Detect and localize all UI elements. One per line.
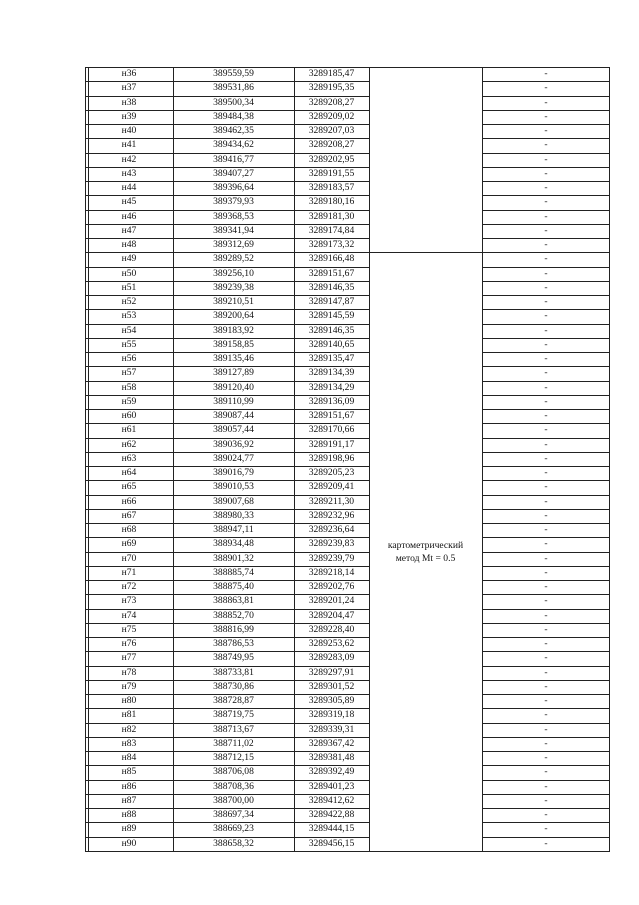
- y-coordinate: 3289204,47: [308, 609, 355, 621]
- point-name: н42: [121, 153, 137, 165]
- y-coordinate: 3289218,14: [308, 566, 355, 578]
- accuracy-value: -: [544, 481, 548, 493]
- accuracy-value: -: [544, 296, 548, 307]
- accuracy-value: -: [544, 224, 548, 236]
- y-coordinate: 3289253,62: [308, 638, 355, 649]
- y-coordinate: 3289180,16: [308, 196, 355, 208]
- point-name: н37: [121, 82, 137, 94]
- x-coordinate: 389434,62: [213, 139, 254, 151]
- table-row: [85, 181, 610, 195]
- point-name: н78: [121, 666, 137, 678]
- x-coordinate: 389256,10: [213, 267, 254, 279]
- accuracy-value: -: [544, 267, 548, 279]
- y-coordinate: 3289319,18: [308, 709, 355, 721]
- x-coordinate: 389135,46: [213, 353, 254, 364]
- accuracy-value: -: [544, 752, 548, 763]
- x-coordinate: 388669,23: [213, 823, 254, 835]
- x-coordinate: 388712,15: [213, 752, 254, 763]
- y-coordinate: 3289151,67: [308, 267, 355, 279]
- point-name: н63: [121, 452, 137, 464]
- accuracy-value: -: [544, 695, 548, 706]
- accuracy-value: -: [544, 524, 548, 535]
- x-coordinate: 389024,77: [213, 452, 254, 464]
- accuracy-value: -: [544, 509, 548, 521]
- y-coordinate: 3289412,62: [308, 794, 355, 806]
- method-accuracy: метод Mt = 0.5: [395, 552, 456, 564]
- y-coordinate: 3289283,09: [308, 652, 355, 664]
- x-coordinate: 388816,99: [213, 623, 254, 635]
- x-coordinate: 388934,48: [213, 538, 254, 550]
- y-coordinate: 3289207,03: [308, 125, 355, 136]
- point-name: н89: [121, 823, 137, 835]
- accuracy-value: -: [544, 809, 548, 820]
- x-coordinate: 388875,40: [213, 581, 254, 592]
- y-coordinate: 3289444,15: [308, 823, 355, 835]
- y-coordinate: 3289208,27: [308, 96, 355, 108]
- point-name: н40: [121, 125, 137, 136]
- y-coordinate: 3289146,35: [308, 324, 355, 336]
- y-coordinate: 3289173,32: [308, 239, 355, 250]
- accuracy-value: -: [544, 552, 548, 564]
- x-coordinate: 388947,11: [213, 524, 254, 535]
- point-name: н49: [121, 253, 137, 265]
- y-coordinate: 3289134,29: [308, 381, 355, 393]
- y-coordinate: 3289170,66: [308, 424, 355, 436]
- point-name: н66: [121, 495, 137, 507]
- point-name: н61: [121, 424, 137, 436]
- y-coordinate: 3289209,02: [308, 110, 355, 122]
- point-name: н62: [121, 438, 137, 450]
- table-row: [85, 153, 610, 167]
- accuracy-value: -: [544, 210, 548, 222]
- y-coordinate: 3289181,30: [308, 210, 355, 222]
- accuracy-value: -: [544, 253, 548, 265]
- table-row: [85, 438, 610, 452]
- x-coordinate: 388749,95: [213, 652, 254, 664]
- table-row: [85, 566, 610, 580]
- x-coordinate: 389379,93: [213, 196, 254, 208]
- accuracy-value: -: [544, 723, 548, 735]
- y-coordinate: 3289381,48: [308, 752, 355, 763]
- y-coordinate: 3289134,39: [308, 367, 355, 379]
- y-coordinate: 3289367,42: [308, 737, 355, 749]
- y-coordinate: 3289185,47: [308, 68, 355, 79]
- y-coordinate: 3289239,79: [308, 552, 355, 564]
- point-name: н43: [121, 167, 137, 179]
- y-coordinate: 3289232,96: [308, 509, 355, 521]
- y-coordinate: 3289183,57: [308, 182, 355, 193]
- x-coordinate: 389057,44: [213, 424, 254, 436]
- point-name: н83: [121, 737, 137, 749]
- point-name: н68: [121, 524, 137, 535]
- x-coordinate: 388863,81: [213, 595, 254, 607]
- table-row: [85, 238, 610, 252]
- accuracy-value: -: [544, 338, 548, 350]
- accuracy-value: -: [544, 452, 548, 464]
- table-row: [85, 167, 610, 181]
- accuracy-value: -: [544, 680, 548, 692]
- x-coordinate: 388713,67: [213, 723, 254, 735]
- table-row: [85, 480, 610, 494]
- accuracy-value: -: [544, 737, 548, 749]
- accuracy-value: -: [544, 467, 548, 478]
- table-row: [85, 765, 610, 779]
- accuracy-value: -: [544, 766, 548, 778]
- point-name: н73: [121, 595, 137, 607]
- table-row: [85, 708, 610, 722]
- accuracy-value: -: [544, 182, 548, 193]
- table-row: [85, 295, 610, 309]
- point-name: н77: [121, 652, 137, 664]
- x-coordinate: 388711,02: [213, 737, 254, 749]
- accuracy-value: -: [544, 153, 548, 165]
- table-row: [85, 195, 610, 209]
- x-coordinate: 389396,64: [213, 182, 254, 193]
- accuracy-value: -: [544, 139, 548, 151]
- table-row: [85, 309, 610, 323]
- y-coordinate: 3289208,27: [308, 139, 355, 151]
- y-coordinate: 3289422,88: [308, 809, 355, 820]
- accuracy-value: -: [544, 196, 548, 208]
- x-coordinate: 389559,59: [213, 68, 254, 79]
- accuracy-value: -: [544, 367, 548, 379]
- x-coordinate: 389289,52: [213, 253, 254, 265]
- point-name: н38: [121, 96, 137, 108]
- point-name: н75: [121, 623, 137, 635]
- x-coordinate: 388658,32: [213, 837, 254, 849]
- x-coordinate: 389007,68: [213, 495, 254, 507]
- y-coordinate: 3289202,76: [308, 581, 355, 592]
- y-coordinate: 3289151,67: [308, 410, 355, 421]
- point-name: н79: [121, 680, 137, 692]
- accuracy-value: -: [544, 794, 548, 806]
- point-name: н41: [121, 139, 137, 151]
- x-coordinate: 389484,38: [213, 110, 254, 122]
- x-coordinate: 389036,92: [213, 438, 254, 450]
- x-coordinate: 388885,74: [213, 566, 254, 578]
- y-coordinate: 3289202,95: [308, 153, 355, 165]
- x-coordinate: 389531,86: [213, 82, 254, 94]
- y-coordinate: 3289145,59: [308, 310, 355, 322]
- point-name: н50: [121, 267, 137, 279]
- x-coordinate: 389407,27: [213, 167, 254, 179]
- x-coordinate: 389016,79: [213, 467, 254, 478]
- y-coordinate: 3289147,87: [308, 296, 355, 307]
- y-coordinate: 3289236,64: [308, 524, 355, 535]
- point-name: н47: [121, 224, 137, 236]
- y-coordinate: 3289195,35: [308, 82, 355, 94]
- point-name: н44: [121, 182, 137, 193]
- grid-line: [85, 851, 610, 852]
- table-row: [85, 594, 610, 608]
- accuracy-value: -: [544, 395, 548, 407]
- point-name: н69: [121, 538, 137, 550]
- table-row: [85, 509, 610, 523]
- point-name: н54: [121, 324, 137, 336]
- accuracy-value: -: [544, 281, 548, 293]
- point-name: н53: [121, 310, 137, 322]
- table-row: [85, 737, 610, 751]
- x-coordinate: 389127,89: [213, 367, 254, 379]
- accuracy-value: -: [544, 410, 548, 421]
- x-coordinate: 388730,86: [213, 680, 254, 692]
- point-name: н64: [121, 467, 137, 478]
- point-name: н36: [121, 68, 137, 79]
- table-row: [85, 281, 610, 295]
- y-coordinate: 3289140,65: [308, 338, 355, 350]
- accuracy-value: -: [544, 823, 548, 835]
- table-row: [85, 651, 610, 665]
- coordinates-table: [85, 67, 610, 852]
- point-name: н88: [121, 809, 137, 820]
- point-name: н71: [121, 566, 137, 578]
- table-row: [85, 523, 610, 537]
- x-coordinate: 389239,38: [213, 281, 254, 293]
- table-row: [85, 110, 610, 124]
- point-name: н59: [121, 395, 137, 407]
- x-coordinate: 389368,53: [213, 210, 254, 222]
- y-coordinate: 3289135,47: [308, 353, 355, 364]
- table-row: [85, 210, 610, 224]
- accuracy-value: -: [544, 125, 548, 136]
- table-row: [85, 381, 610, 395]
- y-coordinate: 3289211,30: [308, 495, 355, 507]
- y-coordinate: 3289209,41: [308, 481, 355, 493]
- point-name: н51: [121, 281, 137, 293]
- table-row: [85, 324, 610, 338]
- y-coordinate: 3289239,83: [308, 538, 355, 550]
- table-row: [85, 138, 610, 152]
- table-row: [85, 452, 610, 466]
- x-coordinate: 389087,44: [213, 410, 254, 421]
- accuracy-value: -: [544, 595, 548, 607]
- point-name: н65: [121, 481, 137, 493]
- table-row: [85, 81, 610, 95]
- accuracy-value: -: [544, 68, 548, 79]
- table-row: [85, 338, 610, 352]
- y-coordinate: 3289198,96: [308, 452, 355, 464]
- y-coordinate: 3289392,49: [308, 766, 355, 778]
- point-name: н90: [121, 837, 137, 849]
- y-coordinate: 3289228,40: [308, 623, 355, 635]
- table-row: [85, 67, 610, 81]
- x-coordinate: 389312,69: [213, 239, 254, 250]
- table-row: [85, 794, 610, 808]
- y-coordinate: 3289191,55: [308, 167, 355, 179]
- accuracy-value: -: [544, 652, 548, 664]
- accuracy-value: -: [544, 666, 548, 678]
- method-cell: [369, 540, 482, 565]
- x-coordinate: 389183,92: [213, 324, 254, 336]
- x-coordinate: 389210,51: [213, 296, 254, 307]
- x-coordinate: 389158,85: [213, 338, 254, 350]
- accuracy-value: -: [544, 239, 548, 250]
- table-row: [85, 837, 610, 851]
- y-coordinate: 3289201,24: [308, 595, 355, 607]
- table-row: [85, 466, 610, 480]
- table-row: [85, 680, 610, 694]
- accuracy-value: -: [544, 82, 548, 94]
- table-row: [85, 366, 610, 380]
- point-name: н76: [121, 638, 137, 649]
- y-coordinate: 3289339,31: [308, 723, 355, 735]
- point-name: н58: [121, 381, 137, 393]
- table-row: [85, 623, 610, 637]
- point-name: н84: [121, 752, 137, 763]
- point-name: н81: [121, 709, 137, 721]
- x-coordinate: 388786,53: [213, 638, 254, 649]
- table-row: [85, 423, 610, 437]
- y-coordinate: 3289146,35: [308, 281, 355, 293]
- x-coordinate: 388706,08: [213, 766, 254, 778]
- y-coordinate: 3289166,48: [308, 253, 355, 265]
- accuracy-value: -: [544, 167, 548, 179]
- point-name: н67: [121, 509, 137, 521]
- method-label: картометрический: [387, 540, 464, 552]
- accuracy-value: -: [544, 381, 548, 393]
- table-row: [85, 224, 610, 238]
- table-row: [85, 780, 610, 794]
- table-row: [85, 124, 610, 138]
- x-coordinate: 389500,34: [213, 96, 254, 108]
- y-coordinate: 3289191,17: [308, 438, 355, 450]
- table-row: [85, 352, 610, 366]
- accuracy-value: -: [544, 581, 548, 592]
- y-coordinate: 3289301,52: [308, 680, 355, 692]
- accuracy-value: -: [544, 495, 548, 507]
- x-coordinate: 389110,99: [213, 395, 254, 407]
- accuracy-value: -: [544, 538, 548, 550]
- table-row: [85, 96, 610, 110]
- table-row: [85, 409, 610, 423]
- point-name: н56: [121, 353, 137, 364]
- table-row: [85, 267, 610, 281]
- point-name: н85: [121, 766, 137, 778]
- accuracy-value: -: [544, 424, 548, 436]
- y-coordinate: 3289174,84: [308, 224, 355, 236]
- x-coordinate: 389416,77: [213, 153, 254, 165]
- point-name: н80: [121, 695, 137, 706]
- y-coordinate: 3289205,23: [308, 467, 355, 478]
- y-coordinate: 3289305,89: [308, 695, 355, 706]
- table-row: [85, 252, 610, 266]
- x-coordinate: 388708,36: [213, 780, 254, 792]
- x-coordinate: 388901,32: [213, 552, 254, 564]
- accuracy-value: -: [544, 324, 548, 336]
- x-coordinate: 388697,34: [213, 809, 254, 820]
- point-name: н39: [121, 110, 137, 122]
- table-row: [85, 495, 610, 509]
- x-coordinate: 389120,40: [213, 381, 254, 393]
- accuracy-value: -: [544, 623, 548, 635]
- x-coordinate: 389341,94: [213, 224, 254, 236]
- x-coordinate: 388700,00: [213, 794, 254, 806]
- point-name: н82: [121, 723, 137, 735]
- table-row: [85, 808, 610, 822]
- y-coordinate: 3289297,91: [308, 666, 355, 678]
- table-row: [85, 666, 610, 680]
- point-name: н74: [121, 609, 137, 621]
- accuracy-value: -: [544, 709, 548, 721]
- accuracy-value: -: [544, 566, 548, 578]
- y-coordinate: 3289401,23: [308, 780, 355, 792]
- table-row: [85, 395, 610, 409]
- point-name: н52: [121, 296, 137, 307]
- point-name: н70: [121, 552, 137, 564]
- accuracy-value: -: [544, 438, 548, 450]
- x-coordinate: 388728,87: [213, 695, 254, 706]
- table-row: [85, 822, 610, 836]
- point-name: н57: [121, 367, 137, 379]
- point-name: н87: [121, 794, 137, 806]
- table-row: [85, 580, 610, 594]
- accuracy-value: -: [544, 310, 548, 322]
- point-name: н86: [121, 780, 137, 792]
- table-row: [85, 552, 610, 566]
- x-coordinate: 389200,64: [213, 310, 254, 322]
- table-row: [85, 723, 610, 737]
- x-coordinate: 389010,53: [213, 481, 254, 493]
- accuracy-value: -: [544, 638, 548, 649]
- table-row: [85, 694, 610, 708]
- x-coordinate: 388719,75: [213, 709, 254, 721]
- table-row: [85, 637, 610, 651]
- point-name: н72: [121, 581, 137, 592]
- point-name: н48: [121, 239, 137, 250]
- table-row: [85, 609, 610, 623]
- point-name: н46: [121, 210, 137, 222]
- y-coordinate: 3289136,09: [308, 395, 355, 407]
- accuracy-value: -: [544, 353, 548, 364]
- x-coordinate: 389462,35: [213, 125, 254, 136]
- accuracy-value: -: [544, 96, 548, 108]
- y-coordinate: 3289456,15: [308, 837, 355, 849]
- accuracy-value: -: [544, 837, 548, 849]
- table-row: [85, 537, 610, 551]
- accuracy-value: -: [544, 780, 548, 792]
- table-row: [85, 751, 610, 765]
- x-coordinate: 388980,33: [213, 509, 254, 521]
- point-name: н45: [121, 196, 137, 208]
- accuracy-value: -: [544, 609, 548, 621]
- x-coordinate: 388733,81: [213, 666, 254, 678]
- point-name: н55: [121, 338, 137, 350]
- x-coordinate: 388852,70: [213, 609, 254, 621]
- accuracy-value: -: [544, 110, 548, 122]
- point-name: н60: [121, 410, 137, 421]
